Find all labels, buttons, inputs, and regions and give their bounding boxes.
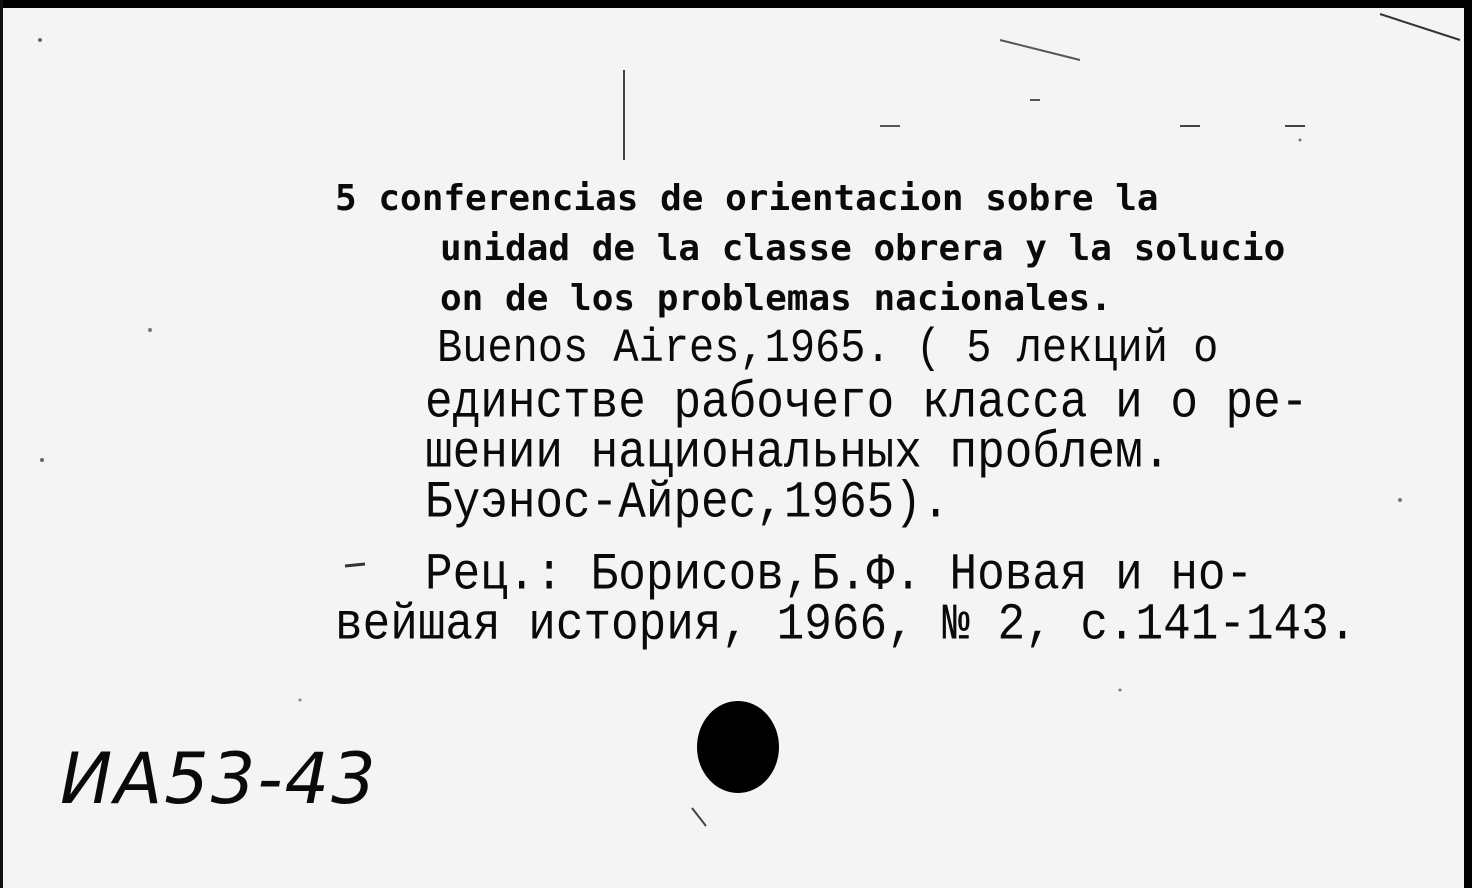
card-top-edge [0,0,1472,8]
review-line-1: Рец.: Борисов,Б.Ф. Новая и но- [425,546,1254,605]
card-left-edge [0,0,3,888]
title-line-1: 5 conferencias de orientacion sobre la [335,178,1159,219]
shelfmark: ИА53-43 [60,738,378,820]
imprint-line: Buenos Aires,1965. ( 5 лекций о [437,322,1219,376]
title-line-2: unidad de la classe obrera y la solucio [440,228,1286,269]
card-right-edge [1464,0,1472,888]
translation-line-3: Буэнос-Айрес,1965). [425,474,950,533]
translation-line-2: шении национальных проблем. [425,424,1171,483]
review-line-2: вейшая история, 1966, № 2, с.141-143. [335,596,1357,655]
translation-line-1: единстве рабочего класса и о ре- [425,374,1309,433]
punch-hole [697,701,779,793]
title-line-3: on de los problemas nacionales. [440,278,1112,319]
